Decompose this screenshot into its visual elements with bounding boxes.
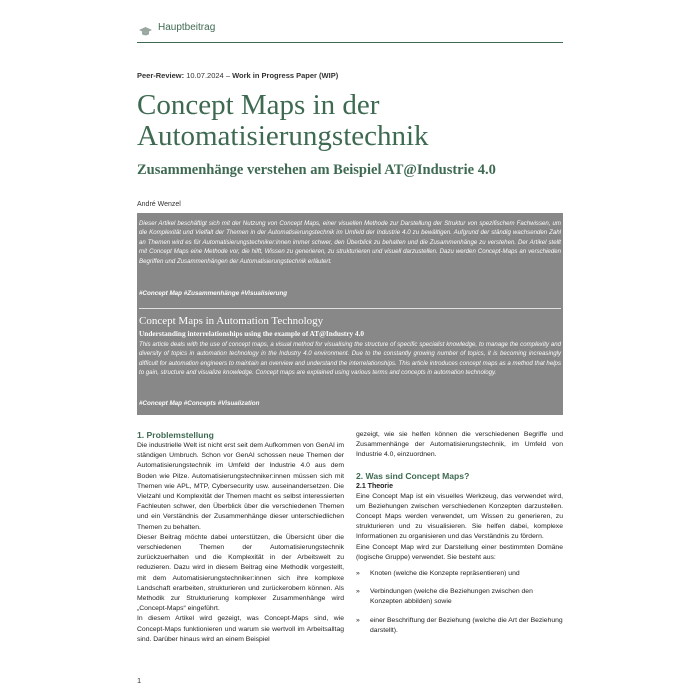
bullet-mark: » xyxy=(356,570,360,578)
abstract-english: This article deals with the use of concept maps, a visual method for visualising the structure of specific specialist knowledge, to manage the complexity and diversity of topics in automation technology in the Industry 4.0 environment. Due to the constantly growing number of topics, it is becoming increasingly difficult for automation engineers to maintain an overview and understand the interrelationships. This article introduces concept maps as a method that helps to gain, structure and visualize knowledge. Concept maps are explained using various terms and concepts in automation technology. xyxy=(139,341,561,377)
bullet-mark: » xyxy=(356,616,360,624)
right-column xyxy=(356,430,563,644)
list-item-text: Verbindungen (welche die Beziehungen zwischen den Konzepten abbilden) sowie xyxy=(370,588,533,606)
list-item xyxy=(356,616,563,636)
article-subtitle: Zusammenhänge verstehen am Beispiel AT@Industrie 4.0 xyxy=(137,162,496,178)
peer-review-date: 10.07.2024 – xyxy=(184,71,233,80)
keywords-english: #Concept Map #Concepts #Visualization xyxy=(139,400,260,407)
keywords-german: #Concept Map #Zusammenhänge #Visualisierung xyxy=(139,290,288,297)
paragraph: Eine Concept Map wird zur Darstellung einer bestimmten Domäne (logische Gruppe) verwendet. Sie besteht aus: xyxy=(356,543,563,561)
english-subtitle: Understanding interrelationships using the example of AT@Industry 4.0 xyxy=(139,329,365,338)
section-1-heading: 1. Problemstellung xyxy=(137,430,214,440)
section-2-heading: 2. Was sind Concept Maps? xyxy=(356,470,470,481)
header-divider xyxy=(137,42,563,43)
paragraph: In diesem Artikel wird gezeigt, was Concept-Maps sind, wie Concept-Maps funktionieren und warum sie wertvoll im Arbeitsalltag sind. Darüber hinaus wird an einem Beispiel xyxy=(137,615,344,643)
bullet-mark: » xyxy=(356,588,360,596)
peer-review-line xyxy=(137,71,338,80)
abstract-divider xyxy=(139,308,561,309)
peer-review-prefix: Peer-Review: xyxy=(137,71,185,80)
list-item-text: einer Beschriftung der Beziehung (welche die Art der Beziehung darstellt). xyxy=(370,616,563,634)
section-label: Hauptbeitrag xyxy=(158,22,216,33)
abstract-box xyxy=(137,213,563,415)
peer-review-type: Work in Progress Paper (WIP) xyxy=(232,71,339,80)
article-title: Concept Maps in der Automatisierungstechnik xyxy=(137,89,429,152)
paragraph: Die industrielle Welt ist nicht erst seit dem Aufkommen von GenAI im ständigen Umbruch. Schon vor GenAI schossen neue Themen der Automatisierungstechnik im Umfeld der Industrie 4.0 aus dem Boden wie Pilze. Automatisierungstechniker:innen müssen sich mit Themen wie APL, MTP, Cybersecurity usw. auseinandersetzen. Die Vielzahl und Komplexität der Themen macht es selbst interessierten Fachleuten schwer, den Überblick über die verschiedenen Themen und ein Verständnis der Zusammenhänge dieser unterschiedlichen Themen zu behalten. xyxy=(137,442,344,531)
list-item xyxy=(356,569,563,579)
graduation-cap-icon xyxy=(139,24,152,42)
list-item-text: Knoten (welche die Konzepte repräsentieren) und xyxy=(370,570,520,578)
left-column xyxy=(137,430,344,645)
english-title: Concept Maps in Automation Technology xyxy=(139,315,324,327)
page-number: 1 xyxy=(137,676,142,685)
component-list xyxy=(356,569,563,636)
paragraph: Eine Concept Map ist ein visuelles Werkzeug, das verwendet wird, um Beziehungen zwischen verschiedenen Konzepten darzustellen. Concept Maps werden verwendet, um Wissen zu generieren, zu strukturieren und zu visualisieren. Sie helfen dabei, komplexe Informationen zu organisieren und das Verständnis zu fördern. xyxy=(356,492,563,541)
paragraph: gezeigt, wie sie helfen können die verschiedenen Begriffe und Zusammenhänge der Automatisierungstechnik, im Umfeld von Industrie 4.0, einzuordnen. xyxy=(356,431,563,459)
list-item xyxy=(356,587,563,607)
section-2-1-heading: 2.1 Theorie xyxy=(356,482,393,490)
author: André Wenzel xyxy=(137,201,181,208)
abstract-german: Dieser Artikel beschäftigt sich mit der Nutzung von Concept Maps, einer visuellen Methode zur Darstellung der Struktur von spezifischem Fachwissen, um die Komplexität und Vielfalt der Themen in der Automatisierungstechnik im Umfeld der Industrie 4.0 zu bewältigen. Aufgrund der ständig wachsenden Zahl an Themen wird es für Automatisierungstechniker:innen immer schwer, den Überblick zu behalten und die Zusammenhänge zu verstehen. Der Artikel stellt mit Concept Maps eine Methode vor, die hilft, Wissen zu generieren, zu strukturieren und visuell darzustellen. Dazu werden Concept-Maps an verschieden Begriffen und Zusammenhängen der Automatisierungstechnik erläutert. xyxy=(139,220,561,265)
paragraph: Dieser Beitrag möchte dabei unterstützen, die Übersicht über die verschiedenen Themen der Automatisierungstechnik zurückzuerhalten und die Komplexität in der Arbeitswelt zu reduzieren. Dazu wird in diesem Beitrag eine Methodik vorgestellt, mit dem Automatisierungstechniker:innen sich ihre komplexe Landschaft erarbeiten, strukturieren und zurückerobern können. Als Methodik zur Strukturierung komplexer Zusammenhänge wird „Concept-Maps“ eingeführt. xyxy=(137,533,344,613)
section-header xyxy=(137,20,563,42)
